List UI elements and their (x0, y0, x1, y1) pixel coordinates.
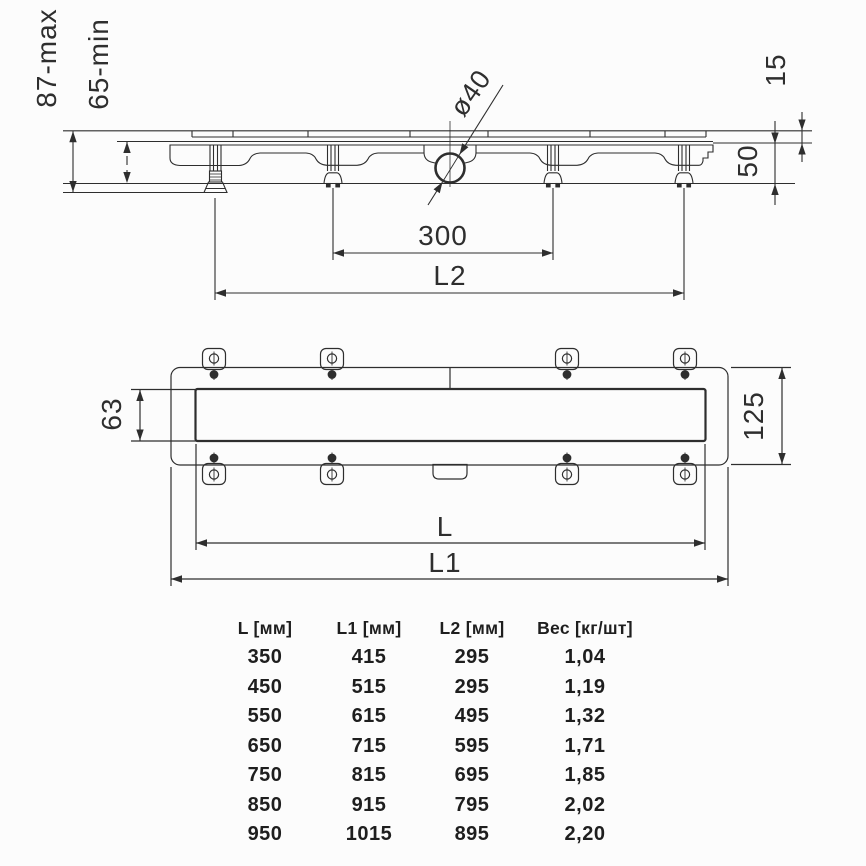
table-cell: 1015 (345, 823, 393, 845)
dome-feet (324, 173, 693, 187)
mounting-tab (556, 464, 579, 485)
spec-table-body (212, 646, 646, 853)
table-cell: 795 (454, 793, 490, 816)
leg-3 (548, 145, 559, 171)
col-header-l2: L2 [мм] (439, 618, 505, 638)
dim-50-label: 50 (732, 144, 763, 178)
dim-l-label: L (436, 511, 454, 542)
dim-87-max-label: 87-max (31, 8, 62, 108)
mounting-tab (203, 464, 226, 485)
table-cell: 915 (351, 793, 387, 816)
table-cell: 550 (247, 705, 283, 727)
dim-300 (333, 188, 553, 260)
dim-diameter-label: ø40 (444, 63, 498, 122)
table-cell: 1,04 (564, 646, 606, 668)
table-cell: 2,02 (564, 793, 606, 816)
dim-15 (760, 53, 802, 162)
table-cell: 750 (247, 764, 283, 786)
table-cell: 450 (247, 675, 283, 698)
table-cell: 1,71 (564, 734, 606, 757)
table-cell: 650 (247, 734, 283, 757)
dim-300-label: 300 (418, 220, 468, 251)
grate-rail (192, 131, 706, 137)
spec-table (212, 613, 646, 853)
mounting-tab (674, 349, 697, 370)
table-cell: 615 (351, 705, 387, 727)
table-cell: 2,20 (564, 823, 606, 845)
side-view (31, 8, 812, 300)
dim-l (196, 444, 705, 550)
col-header-l: L [мм] (237, 618, 293, 638)
mounting-tab (321, 464, 344, 485)
table-cell: 695 (454, 764, 490, 786)
table-cell: 950 (247, 823, 283, 845)
table-cell: 895 (454, 823, 490, 845)
table-cell: 815 (351, 764, 387, 786)
table-cell: 1,32 (564, 705, 606, 727)
adjustable-foot (204, 171, 227, 193)
body-flange (170, 142, 713, 146)
spec-table-header-row (212, 613, 646, 646)
table-cell: 595 (454, 734, 490, 757)
dim-63-label: 63 (96, 397, 127, 431)
leg-4 (679, 145, 690, 171)
dim-125-label: 125 (738, 391, 769, 441)
mounting-tabs-bottom (203, 464, 697, 485)
leg-2 (328, 145, 339, 171)
dim-50 (732, 121, 775, 205)
table-cell: 495 (454, 705, 490, 727)
table-cell: 350 (247, 646, 283, 668)
mounting-tab (556, 349, 579, 370)
dim-63 (96, 390, 197, 442)
dim-15-label: 15 (760, 53, 791, 87)
table-cell: 1,19 (564, 675, 606, 698)
table-cell: 415 (351, 646, 387, 668)
mounting-tabs-top (203, 349, 697, 370)
mounting-tab (321, 349, 344, 370)
dim-65-min-label: 65-min (83, 18, 114, 110)
dim-125 (731, 368, 791, 465)
table-cell: 1,85 (564, 764, 606, 786)
table-cell: 850 (247, 793, 283, 816)
dim-l1-label: L1 (428, 547, 462, 578)
table-cell: 715 (351, 734, 387, 757)
mounting-tab (674, 464, 697, 485)
col-header-l1: L1 [мм] (336, 618, 402, 638)
dim-65-min (83, 18, 127, 183)
mounting-tab (203, 349, 226, 370)
table-cell: 295 (454, 675, 490, 698)
col-header-weight: Вес [кг/шт] (537, 618, 633, 638)
outlet-tab (433, 465, 467, 480)
plan-view (96, 349, 791, 587)
table-cell: 295 (454, 646, 490, 668)
dim-l2-label: L2 (433, 260, 467, 291)
dim-87-max (31, 8, 73, 192)
table-cell: 515 (351, 675, 387, 698)
leg-1 (210, 145, 221, 171)
plan-channel-opening (196, 389, 706, 441)
